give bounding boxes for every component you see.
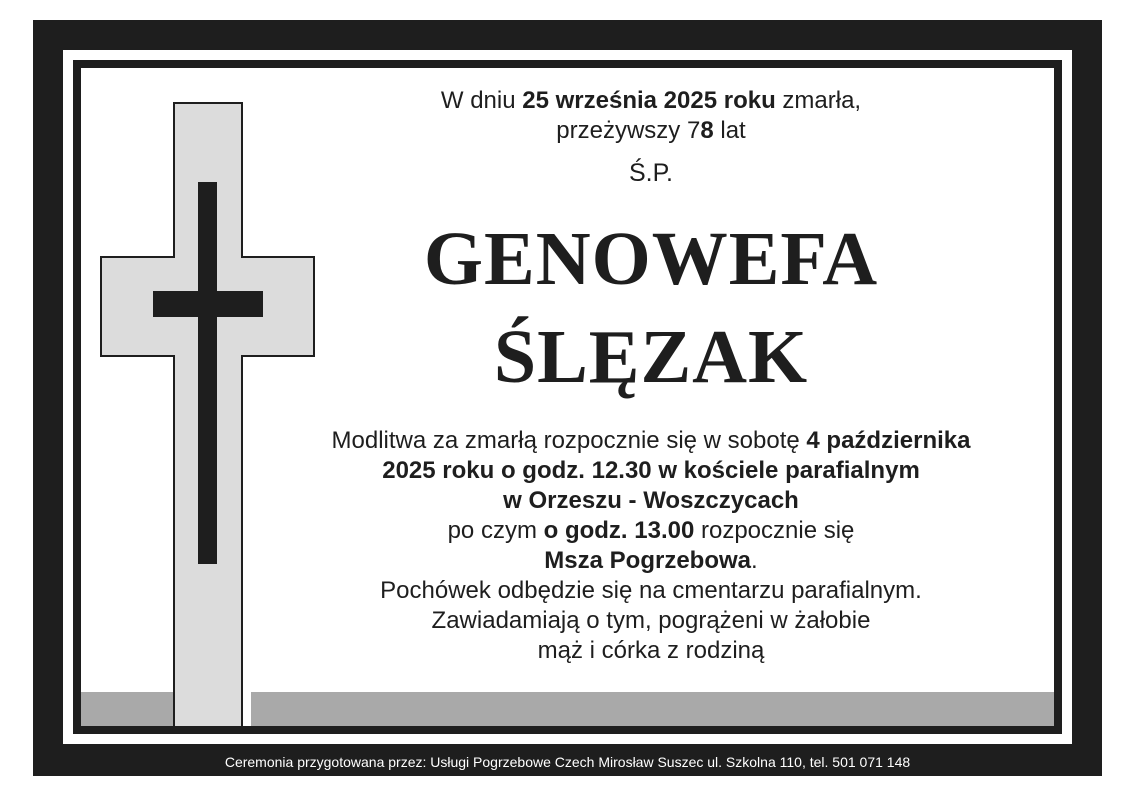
obituary-text <box>281 86 1021 666</box>
footer-credit: Ceremonia przygotowana przez: Usługi Pogrzebowe Czech Mirosław Suszec ul. Szkolna 110, tel. 501 071 148 <box>224 754 911 770</box>
prayer-place-line <box>281 486 1021 516</box>
mass-name-line <box>281 546 1021 576</box>
prayer-date-line <box>281 456 1021 486</box>
age-line <box>281 116 1021 146</box>
death-date: 25 września 2025 roku <box>522 87 776 114</box>
prayer-date-part2: 2025 roku o godz. 12.30 w kościele parafialnym <box>382 457 920 484</box>
age-prefix: przeżywszy 7 <box>556 117 701 144</box>
cross-inner-vertical <box>198 182 217 564</box>
mass-time-line <box>281 516 1021 546</box>
mass-name: Msza Pogrzebowa <box>544 547 752 574</box>
ground-gap <box>243 692 251 726</box>
prayer-place: w Orzeszu - Woszczycach <box>503 487 799 514</box>
mass-prefix: po czym <box>447 517 537 544</box>
intro-suffix: zmarła, <box>782 87 862 114</box>
honorific: Ś.P. <box>628 159 674 187</box>
death-date-line <box>281 86 1021 116</box>
funeral-details <box>281 426 1021 666</box>
intro-prefix: W dniu <box>440 87 516 114</box>
prayer-line <box>281 426 1021 456</box>
obituary-panel <box>81 68 1054 726</box>
prayer-date-part1: 4 października <box>806 427 971 454</box>
mass-time: o godz. 13.00 <box>543 517 695 544</box>
burial-line: Pochówek odbędzie się na cmentarzu parafialnym. <box>380 577 922 604</box>
cross-inner-horizontal <box>153 291 263 317</box>
age-bold: 8 <box>700 117 714 144</box>
first-name: GENOWEFA <box>423 217 879 301</box>
prayer-prefix: Modlitwa za zmarłą rozpocznie się w sobotę <box>331 427 800 454</box>
mass-suffix: rozpocznie się <box>700 517 855 544</box>
family-line: mąż i córka z rodziną <box>537 637 765 664</box>
last-name: ŚLĘZAK <box>493 315 809 399</box>
age-suffix: lat <box>720 117 746 144</box>
notify-line: Zawiadamiają o tym, pogrążeni w żałobie <box>431 607 871 634</box>
mass-period: . <box>751 547 758 574</box>
